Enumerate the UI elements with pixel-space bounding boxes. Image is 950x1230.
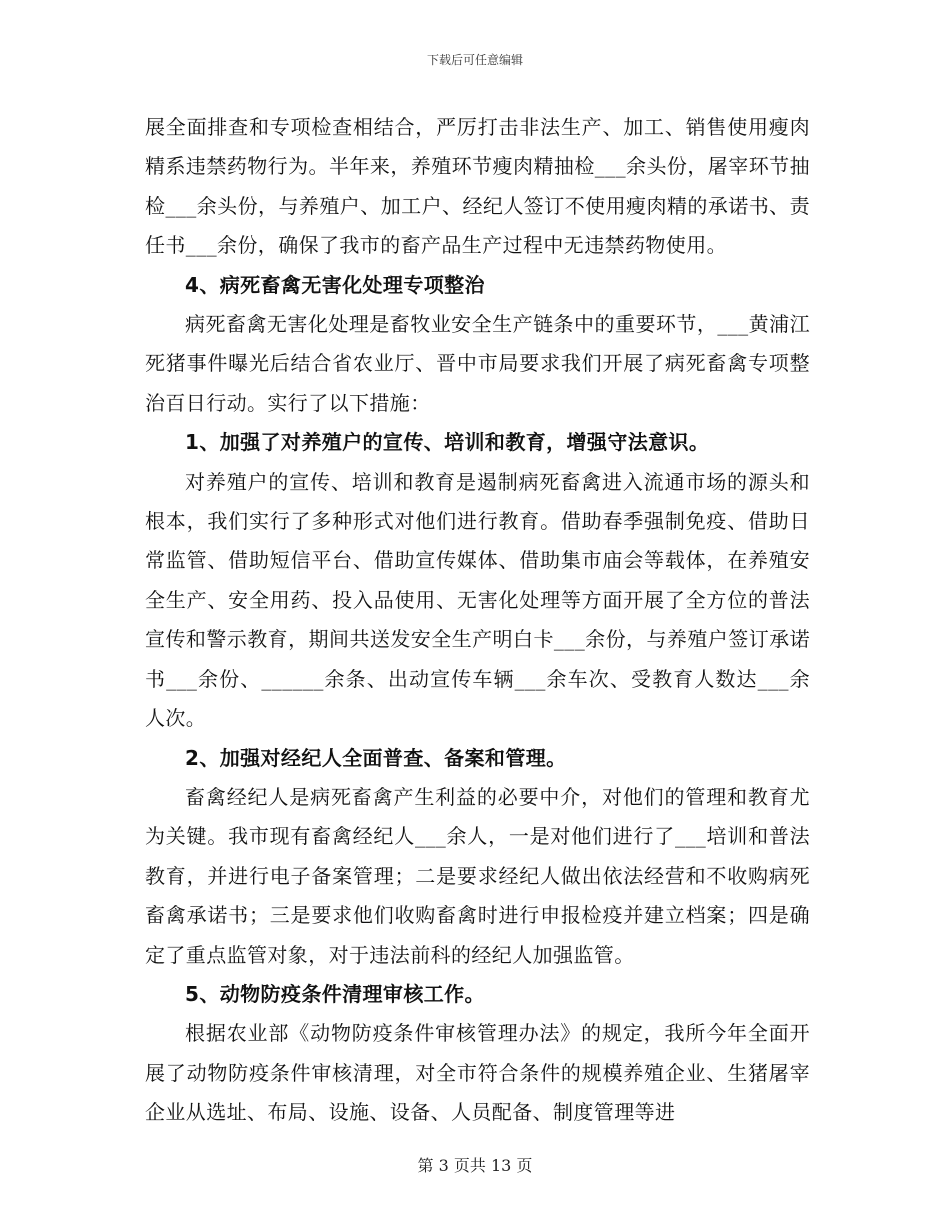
document-body: [145, 108, 810, 1133]
section-heading-4: 4、病死畜禽无害化处理专项整治: [185, 272, 485, 297]
page-header: 下载后可任意编辑: [426, 53, 523, 67]
paragraph-body: 对养殖户的宣传、培训和教育是遏制病死畜禽进入流通市场的源头和根本，我们实行了多种形式对他们进行教育。借助春季强制免疫、借助日常监管、借助短信平台、借助宣传媒体、借助集市庙会等载体，在养殖安全生产、安全用药、投入品使用、无害化处理等方面开展了全方位的普法宣传和警示教育，期间共送发安全生产明白卡___余份，与养殖户签订承诺书___余份、______余条、出动宣传车辆___余车次、受教育人数达___余人次。: [145, 469, 810, 731]
paragraph-body: 病死畜禽无害化处理是畜牧业安全生产链条中的重要环节，___黄浦江死猪事件曝光后结合省农业厅、晋中市局要求我们开展了病死畜禽专项整治百日行动。实行了以下措施：: [145, 312, 810, 415]
page-footer: 第 3 页共 13 页: [417, 1156, 533, 1175]
paragraph-continuation: 展全面排查和专项检查相结合，严厉打击非法生产、加工、销售使用瘦肉精系违禁药物行为。半年来，养殖环节瘦肉精抽检___余头份，屠宰环节抽检___余头份，与养殖户、加工户、经纪人签订不使用瘦肉精的承诺书、责任书___余份，确保了我市的畜产品生产过程中无违禁药物使用。: [145, 115, 810, 258]
section-heading-5: 5、动物防疫条件清理审核工作。: [185, 981, 485, 1006]
subsection-heading-2: 2、加强对经纪人全面普查、备案和管理。: [185, 745, 567, 770]
paragraph-body: 畜禽经纪人是病死畜禽产生利益的必要中介，对他们的管理和教育尤为关键。我市现有畜禽经纪人___余人，一是对他们进行了___培训和普法教育，并进行电子备案管理；二是要求经纪人做出依法经营和不收购病死畜禽承诺书；三是要求他们收购畜禽时进行申报检疫并建立档案；四是确定了重点监管对象，对于违法前科的经纪人加强监管。: [145, 784, 810, 967]
subsection-heading-1: 1、加强了对养殖户的宣传、培训和教育，增强守法意识。: [185, 430, 710, 455]
paragraph-body: 根据农业部《动物防疫条件审核管理办法》的规定，我所今年全面开展了动物防疫条件审核清理，对全市符合条件的规模养殖企业、生猪屠宰企业从选址、布局、设施、设备、人员配备、制度管理等进: [145, 1021, 810, 1125]
